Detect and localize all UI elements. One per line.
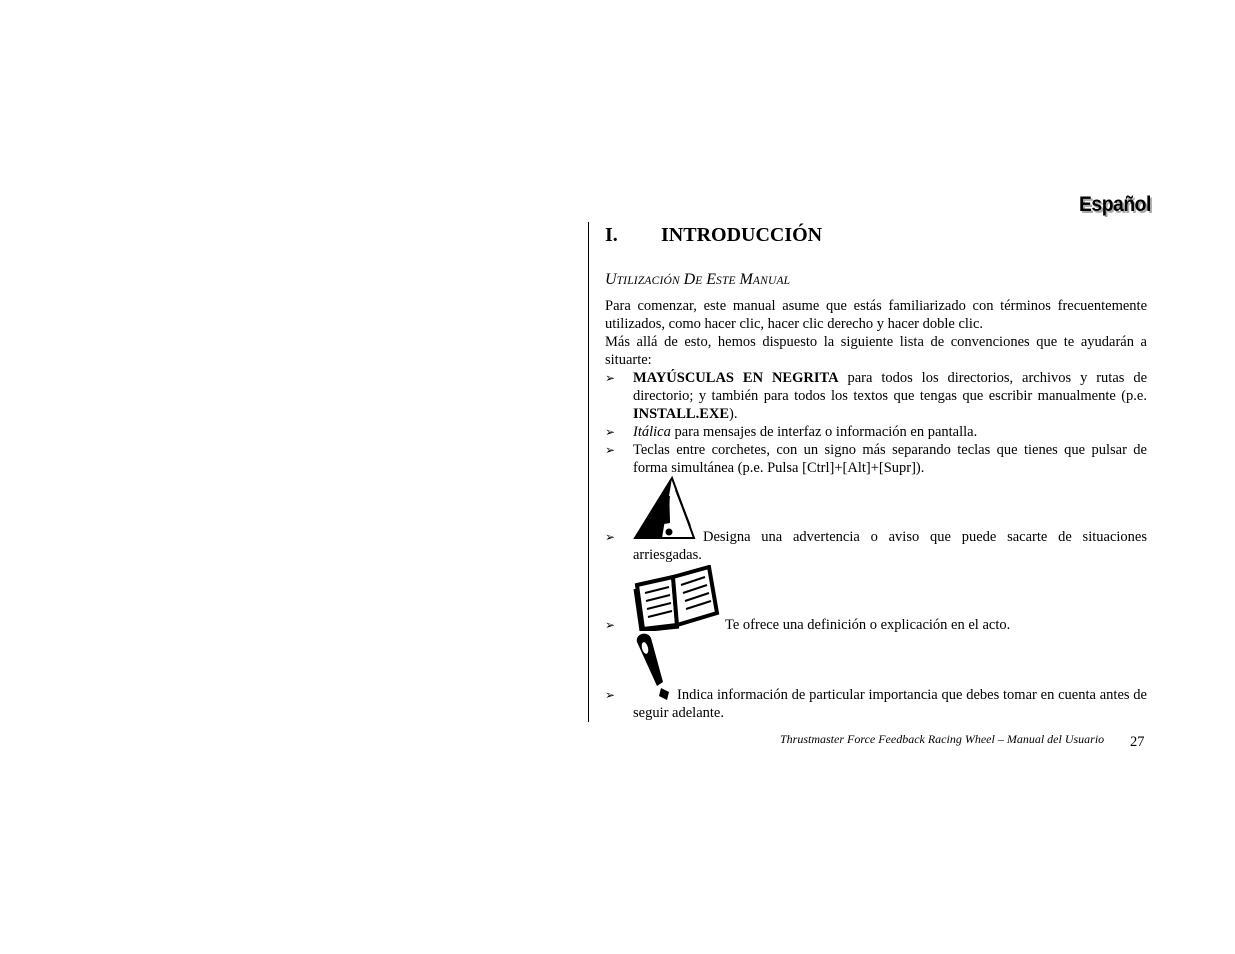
- section-title: INTRODUCCIÓN: [661, 224, 823, 246]
- bullet-arrow-icon: ➢: [605, 688, 616, 702]
- section-number: I.: [605, 224, 618, 246]
- list-item: ➢ MAYÚSCULAS EN NEGRITA para todos los directorios, archivos y rutas de directorio; y también para todos los textos que tengas que escribir manualmente (p.e. INSTALL.EXE).: [605, 370, 1148, 422]
- margin-rule: [588, 222, 589, 722]
- subsection-heading: UTILIZACIÓN DE ESTE MANUAL: [605, 271, 791, 288]
- bullet-arrow-icon: ➢: [605, 530, 616, 544]
- bullet-arrow-icon: ➢: [605, 371, 616, 385]
- list-item: ➢ Te ofrece una definición o explicación en el acto.: [605, 617, 1011, 633]
- bullet-arrow-icon: ➢: [605, 425, 616, 439]
- list-item: ➢ Indica información de particular importancia que debes tomar en cuenta antes de seguir adelante.: [605, 687, 1147, 721]
- bullet-arrow-icon: ➢: [605, 443, 616, 457]
- page-number: 27: [1130, 734, 1145, 750]
- language-tag: Español: [1079, 193, 1151, 216]
- list-item: ➢ Itálica para mensajes de interfaz o información en pantalla.: [605, 424, 978, 440]
- bullet-arrow-icon: ➢: [605, 618, 616, 632]
- section-heading: [605, 224, 822, 247]
- intro-paragraph: Para comenzar, este manual asume que estás familiarizado con términos frecuentemente utilizados, como hacer clic, hacer clic derecho y hacer doble clic.: [605, 298, 1147, 332]
- intro-paragraph: Más allá de esto, hemos dispuesto la siguiente lista de convenciones que te ayudarán a situarte:: [605, 334, 1147, 368]
- list-item: ➢ Teclas entre corchetes, con un signo más separando teclas que tienes que pulsar de forma simultánea (p.e. Pulsa [Ctrl]+[Alt]+[Supr]).: [605, 442, 1147, 476]
- footer-title: Thrustmaster Force Feedback Racing Wheel – Manual del Usuario: [780, 732, 1105, 746]
- list-item: ➢ Designa una advertencia o aviso que puede sacarte de situaciones arriesgadas.: [605, 529, 1147, 563]
